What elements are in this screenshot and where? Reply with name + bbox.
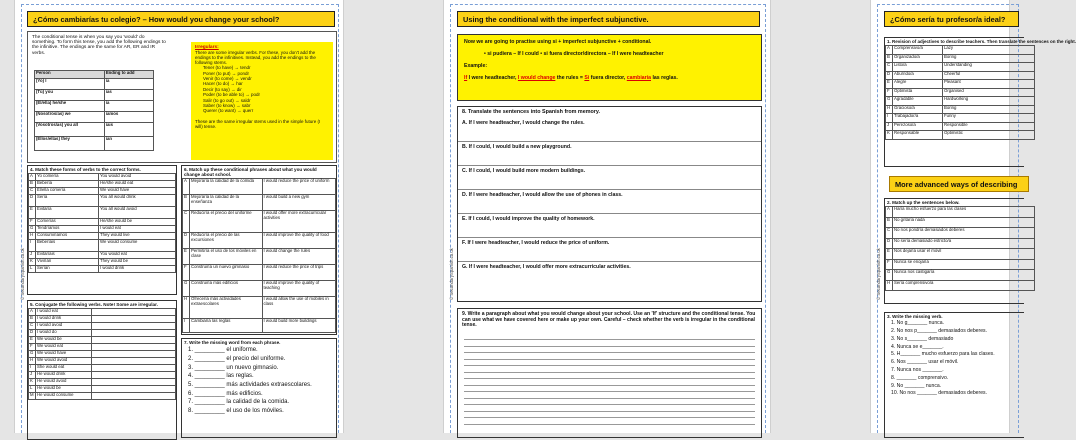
exercise-2 bbox=[884, 198, 1024, 304]
english-verb: He/she would eat bbox=[99, 181, 176, 188]
row-letter: K bbox=[886, 131, 893, 140]
exercise-6-title: 6. Match up these conditional phrases about what you would change about school. bbox=[184, 167, 317, 178]
verb-prompt: He would avoid bbox=[36, 379, 92, 386]
row-letter: L bbox=[29, 386, 36, 393]
verb-prompt: I would do bbox=[36, 330, 92, 337]
fill-blank-item: 1. _________ el uniforme. bbox=[188, 347, 258, 354]
row-letter: B bbox=[886, 54, 893, 63]
row-letter: I bbox=[29, 240, 36, 252]
english-phrase: I would build more buildings bbox=[262, 319, 335, 333]
irregular-item: Poder (to be able to) → podr bbox=[203, 92, 261, 98]
endings-person: (Tú) you bbox=[35, 90, 105, 101]
spanish-adjective: Alegre bbox=[893, 80, 943, 89]
row-letter: K bbox=[29, 379, 36, 386]
row-letter: F bbox=[29, 219, 36, 226]
missing-verb-item: 6. Nos _______ usar el móvil. bbox=[891, 359, 959, 366]
row-letter: D bbox=[886, 238, 893, 249]
fill-blank-item: 6. _________ más edificios. bbox=[188, 390, 263, 397]
endings-value: ían bbox=[104, 137, 153, 151]
endings-header-ending: Ending to add bbox=[104, 71, 153, 79]
missing-verb-item: 7. Nunca nos _______. bbox=[891, 366, 944, 373]
irregular-item: Querer (to want) → querr bbox=[203, 108, 254, 114]
row-letter: I bbox=[29, 365, 36, 372]
row-letter: G bbox=[29, 226, 36, 233]
translation-prompt[interactable]: C. If I could, I would build more modern buildings. bbox=[458, 166, 761, 190]
spanish-adjective: Comprensivo/a bbox=[893, 46, 943, 55]
english-adjective: Boring bbox=[943, 105, 1035, 114]
endings-header-person: Person bbox=[35, 71, 105, 79]
english-adjective: Pleasant bbox=[943, 80, 1035, 89]
answer-cell[interactable] bbox=[92, 372, 176, 379]
watermark: © SecondarySpanish.co.uk bbox=[449, 248, 454, 300]
english-phrase: I would improve the quality of teaching bbox=[262, 281, 335, 297]
exercise-5-title: 5. Conjugate the following verbs. Note! Some are irregular. bbox=[30, 302, 158, 307]
spanish-phrase: Reduciría el precio de las excursiones bbox=[190, 233, 263, 249]
english-phrase: I would improve the quality of food bbox=[262, 233, 335, 249]
endings-person: (Vosotros/as) you all bbox=[35, 123, 105, 137]
row-letter: G bbox=[886, 270, 893, 281]
verb-prompt: I would eat bbox=[36, 309, 92, 316]
spanish-phrase: Permitiría el uso de los móviles en clase bbox=[190, 249, 263, 265]
irregulars-box bbox=[191, 42, 333, 160]
example-clause: the rules = bbox=[555, 75, 585, 81]
row-letter: I bbox=[183, 319, 190, 333]
missing-verb-item: 4. Nunca se e_______. bbox=[891, 343, 944, 350]
exercise-6-table bbox=[182, 178, 336, 333]
row-letter: E bbox=[183, 249, 190, 265]
exercise-4-title: 4. Match these forms of verbs to the correct forms. bbox=[30, 167, 141, 172]
translation-prompt[interactable]: D. If I were headteacher, I would allow the use of phones in class. bbox=[458, 190, 761, 214]
verb-prompt: He would be bbox=[36, 386, 92, 393]
intro-text: The conditional tense is when you say you 'would' do something. To form this tense, you add the following endings to the infinitive. The endings are the same for AR, ER and IR verbs. bbox=[32, 35, 166, 56]
example-verb: I would change bbox=[517, 75, 556, 81]
row-letter: I bbox=[886, 114, 893, 123]
english-adjective: Responsible bbox=[943, 122, 1035, 131]
row-letter: D bbox=[29, 195, 36, 207]
answer-cell[interactable] bbox=[92, 379, 176, 386]
spanish-verb: Evitaría bbox=[36, 207, 99, 219]
verb-prompt: I would avoid bbox=[36, 323, 92, 330]
row-letter: E bbox=[29, 207, 36, 219]
row-letter: C bbox=[886, 228, 893, 239]
worksheet-page-2 bbox=[443, 0, 771, 433]
row-letter: G bbox=[886, 97, 893, 106]
endings-value: ía bbox=[104, 79, 153, 90]
english-adjective: Optimistic bbox=[943, 131, 1035, 140]
spanish-verb: Bebería bbox=[36, 181, 99, 188]
explanation-intro: Now we are going to practise using si + imperfect subjunctive + conditional. bbox=[464, 39, 652, 45]
irregulars-heading: Irregulars: bbox=[195, 45, 219, 50]
exercise-4-table bbox=[28, 173, 176, 273]
page-title: ¿Cómo cambiarías tu colegio? – How would you change your school? bbox=[27, 11, 335, 27]
irregular-item: Salir (to go out) → saldr bbox=[203, 97, 251, 103]
english-verb: I would drink bbox=[99, 266, 176, 273]
answer-cell[interactable] bbox=[92, 358, 176, 365]
answer-cell[interactable] bbox=[92, 323, 176, 330]
spanish-adjective: Responsable bbox=[893, 131, 943, 140]
answer-cell[interactable] bbox=[92, 316, 176, 323]
spanish-phrase: Construiría un nuevo gimnasio bbox=[190, 265, 263, 281]
english-adjective: Organised bbox=[943, 88, 1035, 97]
row-letter: F bbox=[886, 88, 893, 97]
spanish-phrase: Ofrecería más actividades extraescolares bbox=[190, 297, 263, 319]
exercise-2-table bbox=[885, 206, 1035, 291]
verb-prompt: We would avoid bbox=[36, 358, 92, 365]
spanish-phrase: Construiría más edificios bbox=[190, 281, 263, 297]
spanish-sentence: Nunca nos castigaría bbox=[893, 270, 1035, 281]
irregulars-intro: There are some irregular verbs. For these, you don't add the endings to the infinitives. Instead, you add the endings to the following stems. bbox=[195, 50, 316, 66]
verb-prompt: We would have bbox=[36, 351, 92, 358]
irregular-item: Saber (to know) → sabr bbox=[203, 103, 251, 109]
spanish-verb: Él/ella comería bbox=[36, 188, 99, 195]
missing-verb-item: 10. No nos _______ demasiados deberes. bbox=[891, 390, 988, 397]
watermark: © SecondarySpanish.co.uk bbox=[20, 248, 25, 300]
answer-cell[interactable] bbox=[92, 344, 176, 351]
fill-blank-item: 5. _________ más actividades extraescolares. bbox=[188, 382, 312, 389]
irregular-item: Tener (to have) → tendr bbox=[203, 65, 251, 71]
endings-person: (Él/ella) he/she bbox=[35, 101, 105, 112]
exercise-1-title: 1. Revision of adjectives to describe teachers. Then translate the sentences on the right. bbox=[887, 39, 1076, 44]
row-letter: G bbox=[29, 351, 36, 358]
fill-blank-item: 4. _________ las reglas. bbox=[188, 373, 254, 380]
fill-blank-item: 7. _________ la calidad de la comida. bbox=[188, 399, 290, 406]
spanish-sentence: Nos dejaría usar el móvil bbox=[893, 249, 1035, 260]
row-letter: F bbox=[183, 265, 190, 281]
example-clause: I were headteacher, bbox=[467, 75, 518, 81]
english-verb: We would consume bbox=[99, 240, 176, 252]
row-letter: A bbox=[183, 179, 190, 195]
translation-prompt[interactable]: A. If I were headteacher, I would change the rules. bbox=[458, 118, 761, 142]
row-letter: H bbox=[29, 358, 36, 365]
endings-value: íamos bbox=[104, 112, 153, 123]
verb-prompt: We would be bbox=[36, 337, 92, 344]
exercise-4 bbox=[27, 165, 177, 295]
row-letter: H bbox=[183, 297, 190, 319]
spanish-verb: Vivirían bbox=[36, 259, 99, 266]
row-letter: D bbox=[886, 71, 893, 80]
spanish-adjective: Organizado/a bbox=[893, 54, 943, 63]
exercise-9 bbox=[457, 308, 762, 438]
english-phrase: I would reduce the price of trips bbox=[262, 265, 335, 281]
row-letter: C bbox=[183, 211, 190, 233]
row-letter: K bbox=[29, 259, 36, 266]
writing-lines[interactable] bbox=[458, 332, 761, 427]
page-title: ¿Cómo sería tu profesor/a ideal? bbox=[884, 11, 1019, 27]
worksheet-page-3 bbox=[870, 0, 1076, 433]
exercise-7 bbox=[181, 338, 337, 438]
spanish-phrase: Mejoraría la calidad de la comida bbox=[190, 179, 263, 195]
row-letter: A bbox=[886, 46, 893, 55]
english-adjective: Lazy bbox=[943, 46, 1035, 55]
verb-prompt: We would eat bbox=[36, 344, 92, 351]
example-si: Si bbox=[584, 75, 590, 81]
exercise-8-title: 8. Translate the sentences into Spanish from memory. bbox=[462, 109, 600, 115]
row-letter: F bbox=[886, 259, 893, 270]
answer-cell[interactable] bbox=[92, 337, 176, 344]
subjunctive-explanation bbox=[457, 34, 762, 101]
missing-verb-item: 1. No g_______ nunca. bbox=[891, 320, 944, 327]
row-letter: D bbox=[183, 233, 190, 249]
english-adjective: Boring bbox=[943, 54, 1035, 63]
spanish-verb: Sería bbox=[36, 195, 99, 207]
missing-verb-item: 2. No nos p_______ demasiados deberes. bbox=[891, 328, 988, 334]
irregular-item: Hacer (to do) → har bbox=[203, 81, 243, 87]
english-verb: You all would drink bbox=[99, 195, 176, 207]
row-letter: A bbox=[886, 207, 893, 218]
spanish-verb: Beberíais bbox=[36, 240, 99, 252]
missing-verb-item: 8. _______ comprensivo. bbox=[891, 374, 949, 381]
answer-cell[interactable] bbox=[92, 309, 176, 316]
row-letter: J bbox=[29, 372, 36, 379]
example-sentence bbox=[464, 75, 755, 81]
spanish-adjective: Optimista bbox=[893, 88, 943, 97]
irregulars-footer: These are the same irregular stems used in the simple future (I will) tense. bbox=[195, 118, 321, 129]
exercise-9-prompt: 9. Write a paragraph about what you would change about your school. Use an 'If' structure and the conditional tense. You can use what we have covered here or make up your own. Careful – check whether the verb is irregular in the conditional tense. bbox=[462, 311, 756, 329]
spanish-adjective: Perezoso/a bbox=[893, 122, 943, 131]
endings-person: (Nosotros/as) we bbox=[35, 112, 105, 123]
exercise-7-title: 7. Write the missing word from each phrase. bbox=[184, 340, 281, 345]
verb-prompt: I would drink bbox=[36, 316, 92, 323]
endings-value: ía bbox=[104, 101, 153, 112]
spanish-phrase: Reduciría el precio del uniforme bbox=[190, 211, 263, 233]
spanish-sentence: Sería comprensivo/a bbox=[893, 280, 1035, 291]
english-phrase: I would allow the use of mobiles in class bbox=[262, 297, 335, 319]
answer-cell[interactable] bbox=[92, 365, 176, 372]
exercise-3-title: 3. Write the missing verb. bbox=[887, 314, 943, 319]
page-title: Using the conditional with the imperfect subjunctive. bbox=[457, 11, 760, 27]
spanish-verb: Evitaríais bbox=[36, 252, 99, 259]
answer-cell[interactable] bbox=[92, 386, 176, 393]
spanish-sentence: No nos pondría demasiados deberes bbox=[893, 228, 1035, 239]
endings-value: íais bbox=[104, 123, 153, 137]
endings-person: (Ellos/ellas) they bbox=[35, 137, 105, 151]
endings-value: ías bbox=[104, 90, 153, 101]
row-letter: D bbox=[29, 330, 36, 337]
english-verb: He/she would be bbox=[99, 219, 176, 226]
row-letter: C bbox=[29, 323, 36, 330]
verb-prompt: He would consume bbox=[36, 393, 92, 400]
row-letter: E bbox=[886, 249, 893, 260]
spanish-sentence: Haría mucho esfuerzo para las clases bbox=[893, 207, 1035, 218]
answer-cell[interactable] bbox=[92, 351, 176, 358]
exercise-5-table bbox=[28, 308, 176, 400]
missing-verb-item: 9. No _______ nunca. bbox=[891, 382, 942, 389]
answer-cell[interactable] bbox=[92, 393, 176, 400]
spanish-phrase: Cambiaría las reglas bbox=[190, 319, 263, 333]
verb-prompt: He would drink bbox=[36, 372, 92, 379]
exercise-6 bbox=[181, 165, 337, 335]
example-cambiaria: cambiaría bbox=[626, 75, 651, 81]
row-letter: B bbox=[886, 217, 893, 228]
spanish-verb: Serían bbox=[36, 266, 99, 273]
example-if: If bbox=[464, 75, 468, 81]
exercise-7-list bbox=[182, 346, 336, 416]
exercise-2-title: 2. Match up the sentences below. bbox=[887, 200, 960, 205]
example-clause: las reglas. bbox=[651, 75, 678, 81]
exercise-3 bbox=[884, 312, 1024, 438]
english-adjective: Hardworking bbox=[943, 97, 1035, 106]
exercise-5 bbox=[27, 300, 177, 440]
row-letter: M bbox=[29, 393, 36, 400]
row-letter: B bbox=[29, 316, 36, 323]
fill-blank-item: 8. _________ el uso de los móviles. bbox=[188, 408, 284, 415]
translation-prompt[interactable]: G. If I were headteacher, I would offer more extracurricular activities. bbox=[462, 264, 631, 271]
endings-table bbox=[34, 70, 154, 151]
english-verb: They would be bbox=[99, 259, 176, 266]
adjective-revision bbox=[884, 37, 1076, 167]
row-letter: B bbox=[183, 195, 190, 211]
spanish-verb: Comerías bbox=[36, 219, 99, 226]
row-letter: A bbox=[29, 174, 36, 181]
example-clause: fuera director, bbox=[589, 75, 627, 81]
english-verb: You would avoid bbox=[99, 174, 176, 181]
english-verb: They would live bbox=[99, 233, 176, 240]
row-letter: F bbox=[29, 344, 36, 351]
explanation-formula: • si pudiera – If I could • si fuera director/directora – If I were headteacher bbox=[484, 51, 664, 57]
english-phrase: I would build a new gym bbox=[262, 195, 335, 211]
watermark: © SecondarySpanish.co.uk bbox=[876, 248, 881, 300]
endings-person: (Yo) I bbox=[35, 79, 105, 90]
translation-prompt[interactable]: B. If I could, I would build a new playground. bbox=[458, 142, 761, 166]
row-letter: J bbox=[29, 252, 36, 259]
spanish-adjective: Agradable bbox=[893, 97, 943, 106]
translation-prompt[interactable]: E. If I could, I would improve the quality of homework. bbox=[458, 214, 761, 238]
english-phrase: I would change the rules bbox=[262, 249, 335, 265]
exercise-3-list bbox=[885, 320, 1024, 398]
row-letter: H bbox=[886, 280, 893, 291]
irregulars-list bbox=[195, 65, 329, 114]
row-letter: J bbox=[886, 122, 893, 131]
spanish-verb: Tendríamos bbox=[36, 226, 99, 233]
fill-blank-item: 3. _________ un nuevo gimnasio. bbox=[188, 364, 279, 371]
row-letter: E bbox=[886, 80, 893, 89]
english-phrase: I would reduce the price of uniform bbox=[262, 179, 335, 195]
spanish-adjective: Gracioso/a bbox=[893, 105, 943, 114]
english-verb: I would eat bbox=[99, 226, 176, 233]
row-letter: L bbox=[29, 266, 36, 273]
spanish-verb: Consumiríamos bbox=[36, 233, 99, 240]
intro-section bbox=[27, 31, 337, 163]
spanish-sentence: No sería demasiado estricto/a bbox=[893, 238, 1035, 249]
spanish-adjective: Aburrido/a bbox=[893, 71, 943, 80]
english-phrase: I would offer more extracurricular activities bbox=[262, 211, 335, 233]
english-verb: You all would avoid bbox=[99, 207, 176, 219]
row-letter: G bbox=[183, 281, 190, 297]
spanish-verb: Yo comería bbox=[36, 174, 99, 181]
advanced-descriptions-banner: More advanced ways of describing bbox=[889, 176, 1029, 192]
exercise-8 bbox=[457, 106, 762, 302]
row-letter: B bbox=[29, 181, 36, 188]
english-verb: We would have bbox=[99, 188, 176, 195]
spanish-adjective: Listo/a bbox=[893, 63, 943, 72]
irregular-item: Venir (to come) → vendr bbox=[203, 76, 252, 82]
irregular-item: Decir (to say) → dir bbox=[203, 86, 242, 92]
spanish-sentence: Nunca se enojaría bbox=[893, 259, 1035, 270]
english-adjective: Funny bbox=[943, 114, 1035, 123]
row-letter: E bbox=[29, 337, 36, 344]
row-letter: H bbox=[29, 233, 36, 240]
verb-prompt: She would eat bbox=[36, 365, 92, 372]
english-adjective: Cheerful bbox=[943, 71, 1035, 80]
english-adjective: Understanding bbox=[943, 63, 1035, 72]
spanish-adjective: Trabajador/a bbox=[893, 114, 943, 123]
translation-prompt[interactable]: F. If I were headteacher, I would reduce the price of uniform. bbox=[458, 238, 761, 262]
spanish-phrase: Mejoraría la calidad de la enseñanza bbox=[190, 195, 263, 211]
writing-line[interactable] bbox=[464, 418, 755, 425]
adjectives-table bbox=[885, 45, 1035, 140]
row-letter: C bbox=[29, 188, 36, 195]
missing-verb-item: 5. H_______ mucho esfuerzo para las clases. bbox=[891, 351, 995, 358]
english-verb: You would eat bbox=[99, 252, 176, 259]
fill-blank-item: 2. _________ el precio del uniforme. bbox=[188, 355, 286, 362]
answer-cell[interactable] bbox=[92, 330, 176, 337]
worksheet-page-1 bbox=[14, 0, 344, 433]
row-letter: A bbox=[29, 309, 36, 316]
spanish-sentence: No gritaría nada bbox=[893, 217, 1035, 228]
irregular-item: Poner (to put) → pondr bbox=[203, 70, 250, 76]
example-label: Example: bbox=[464, 63, 488, 69]
row-letter: C bbox=[886, 63, 893, 72]
missing-verb-item: 3. No s_______ demasiado bbox=[891, 335, 954, 342]
row-letter: H bbox=[886, 105, 893, 114]
